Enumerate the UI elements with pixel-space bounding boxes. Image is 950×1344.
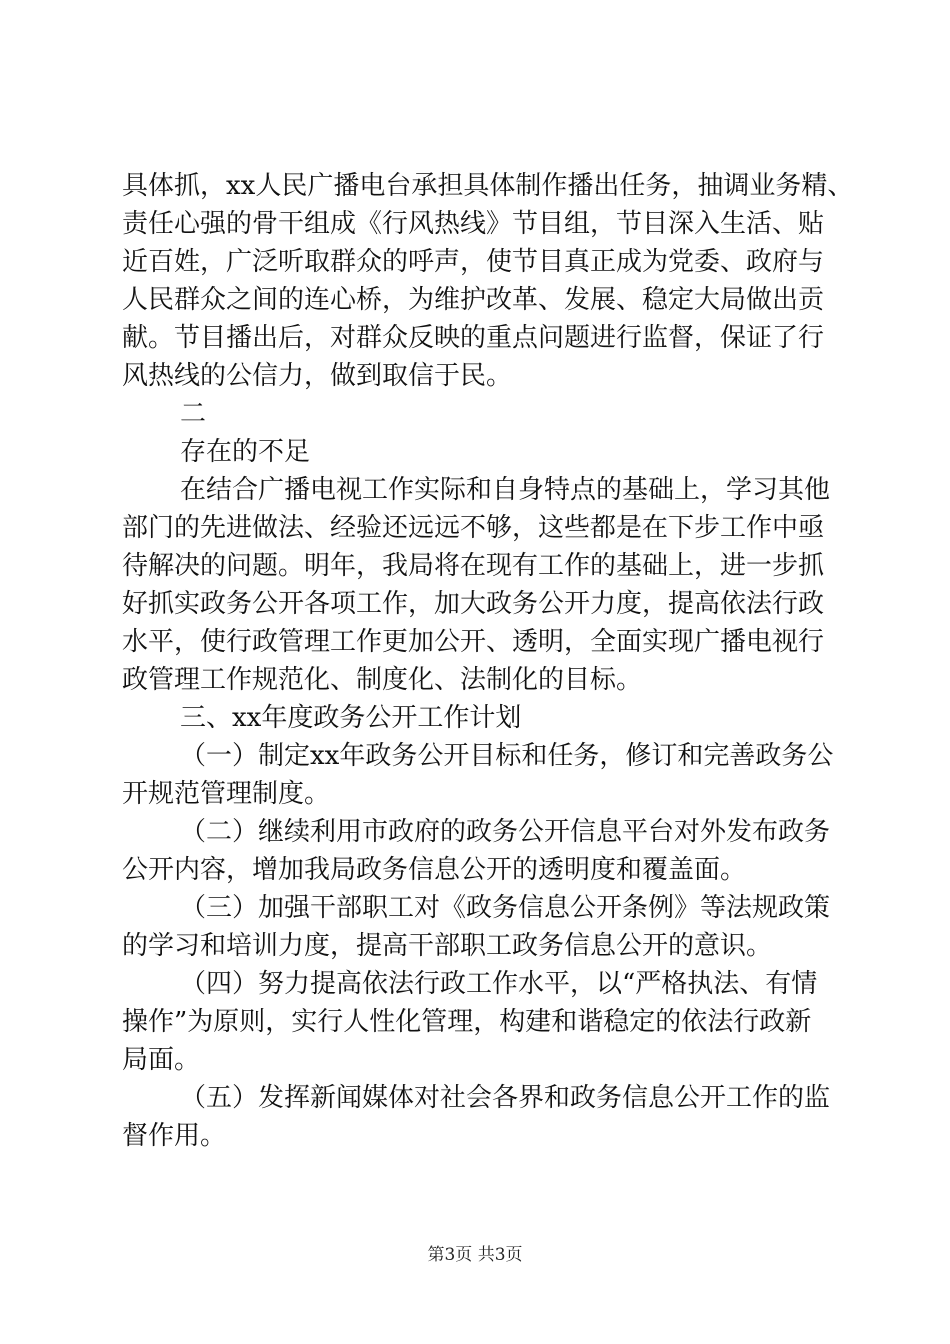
section-heading: 三、xx年度政务公开工作计划: [180, 703, 522, 733]
text-line: 操作”为原则，实行人性化管理，构建和谐稳定的依法行政新: [122, 1007, 812, 1037]
text-line: 督作用。: [122, 1121, 227, 1151]
text-line: 具体抓，xx人民广播电台承担具体制作播出任务，抽调业务精、: [122, 171, 854, 201]
text-line: 水平，使行政管理工作更加公开、透明，全面实现广播电视行: [122, 627, 825, 657]
text-line: 局面。: [122, 1045, 201, 1075]
section-number: 二: [180, 399, 207, 429]
text-line: （五）发挥新闻媒体对社会各界和政务信息公开工作的监: [180, 1083, 831, 1113]
text-line: 政管理工作规范化、制度化、法制化的目标。: [122, 665, 643, 695]
text-line: 的学习和培训力度，提高干部职工政务信息公开的意识。: [122, 931, 773, 961]
text-line: 开规范管理制度。: [122, 779, 331, 809]
text-line: 在结合广播电视工作实际和自身特点的基础上，学习其他: [180, 475, 831, 505]
text-line: 好抓实政务公开各项工作，加大政务公开力度，提高依法行政: [122, 589, 825, 619]
text-line: （四）努力提高依法行政工作水平，以“严格执法、有情: [180, 969, 818, 999]
text-line: （一）制定xx年政务公开目标和任务，修订和完善政务公: [180, 741, 834, 771]
section-heading: 存在的不足: [180, 437, 311, 467]
text-line: 责任心强的骨干组成《行风热线》节目组，节目深入生活、贴: [122, 209, 825, 239]
text-line: 公开内容，增加我局政务信息公开的透明度和覆盖面。: [122, 855, 747, 885]
text-line: （二）继续利用市政府的政务公开信息平台对外发布政务: [180, 817, 831, 847]
text-line: 待解决的问题。明年，我局将在现有工作的基础上，进一步抓: [122, 551, 825, 581]
text-line: 部门的先进做法、经验还远远不够，这些都是在下步工作中亟: [122, 513, 825, 543]
text-line: 人民群众之间的连心桥，为维护改革、发展、稳定大局做出贡: [122, 285, 825, 315]
page-footer: 第3页 共3页: [427, 1245, 523, 1265]
text-line: （三）加强干部职工对《政务信息公开条例》等法规政策: [180, 893, 831, 923]
text-line: 近百姓，广泛听取群众的呼声，使节目真正成为党委、政府与: [122, 247, 825, 277]
text-line: 风热线的公信力，做到取信于民。: [122, 361, 513, 391]
text-line: 献。节目播出后，对群众反映的重点问题进行监督，保证了行: [122, 323, 825, 353]
